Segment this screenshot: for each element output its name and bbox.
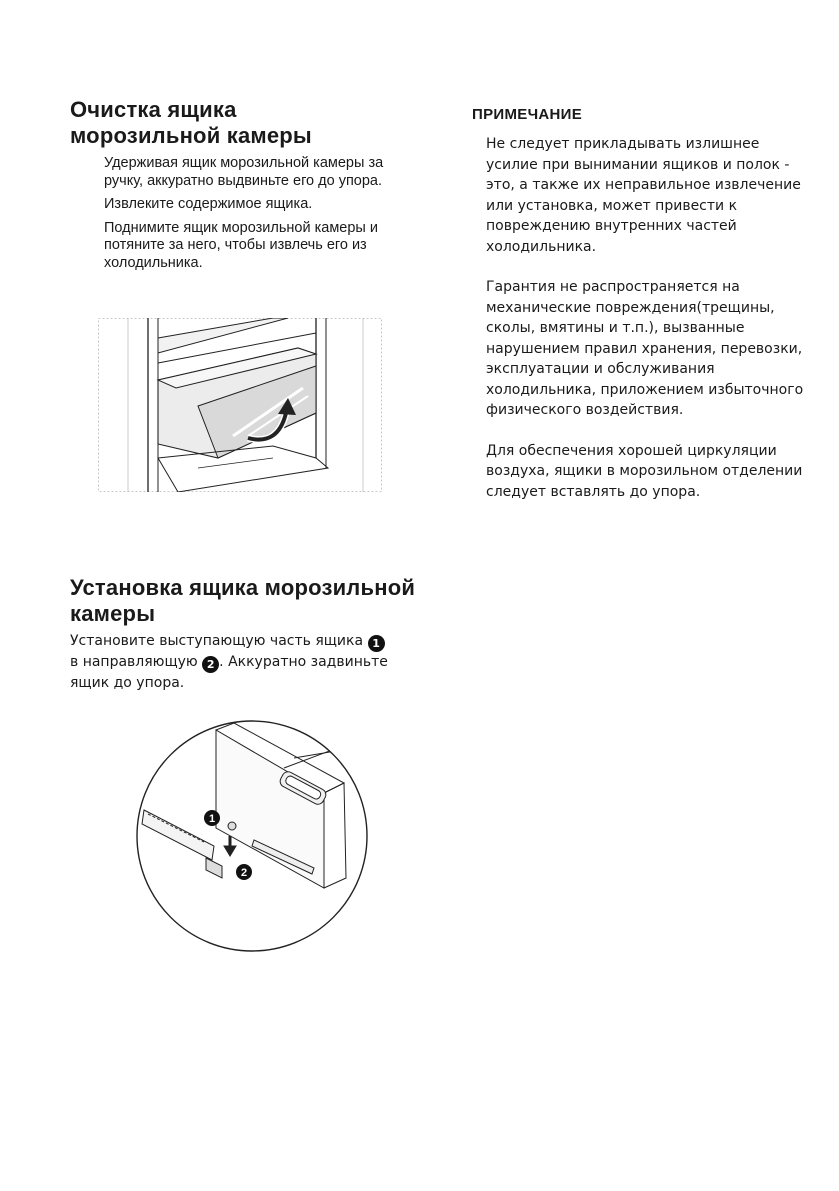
cleaning-step-1: Удерживая ящик морозильной камеры за ручку, аккуратно выдвиньте его до упора. xyxy=(104,155,384,189)
install-title-line1: Установка ящика морозильной xyxy=(70,575,416,600)
drawer-removal-illustration xyxy=(98,318,382,492)
install-text-part1: Установите выступающую часть ящика xyxy=(70,633,364,649)
note-paragraph-1: Не следует прикладывать излишнее усилие при вынимании ящиков и полок - это, а также их неправильное извлечение или установка, может привести к повреждению внутренних частей холодильника. xyxy=(486,136,801,255)
install-title-line2: камеры xyxy=(70,601,156,626)
note-title: ПРИМЕЧАНИЕ xyxy=(472,106,583,123)
step-2-badge: 2 xyxy=(202,656,219,673)
install-text-part3: . Аккуратно задвиньте ящик до упора. xyxy=(70,654,388,691)
note-body xyxy=(486,134,806,522)
cleaning-steps xyxy=(104,155,416,278)
note-paragraph-2: Гарантия не распространяется на механические повреждения(трещины, сколы, вмятины и т.п.), вызванные нарушением правил хранения, перевозки, эксплуатации и обслуживания холодильника, приложением избыточного физического воздействия. xyxy=(486,279,804,418)
cleaning-step-2: Извлеките содержимое ящика. xyxy=(104,196,313,212)
cleaning-step-3: Поднимите ящик морозильной камеры и потяните за него, чтобы извлечь его из холодильника. xyxy=(104,219,378,271)
cleaning-title-line2: морозильной камеры xyxy=(70,123,312,148)
figure-label-2: 2 xyxy=(240,867,248,879)
install-title xyxy=(70,575,430,627)
install-text-part2: в направляющую xyxy=(70,654,198,670)
cleaning-title-line1: Очистка ящика xyxy=(70,97,237,122)
figure-label-1: 1 xyxy=(208,813,216,825)
drawer-install-illustration xyxy=(134,718,370,954)
note-paragraph-3: Для обеспечения хорошей циркуляции воздуха, ящики в морозильном отделении следует вставлять до упора. xyxy=(486,442,803,500)
install-instructions xyxy=(70,631,400,694)
step-1-badge: 1 xyxy=(368,635,385,652)
cleaning-title xyxy=(70,97,430,149)
